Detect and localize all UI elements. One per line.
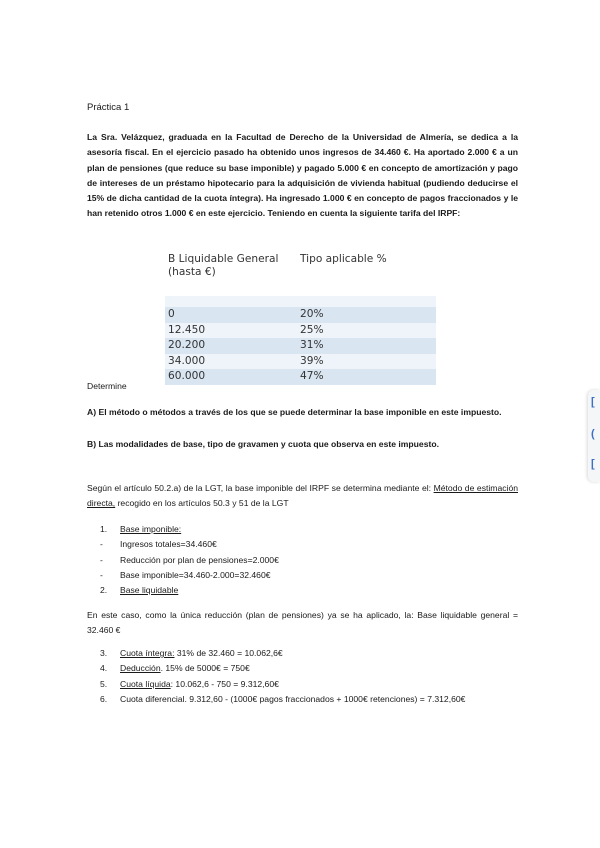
list-text: Base imponible: [120, 524, 182, 534]
table-row [165, 354, 436, 370]
table-header-row [165, 249, 436, 296]
list-item [87, 583, 279, 598]
list-text: : 10.062,6 - 750 = 9.312,60€ [170, 678, 279, 689]
row-base: 12.450 [165, 323, 297, 339]
list-text: 31% de 32.460 = 10.062,6€ [174, 648, 283, 658]
calculation-list-2 [87, 646, 465, 707]
list-label: Cuota líquida [120, 678, 171, 689]
bracket-icon[interactable]: [ [591, 458, 595, 470]
list-item [87, 568, 279, 583]
determine-heading: Determine [87, 381, 127, 391]
list-text: . 9.312,60 - (1000€ pagos fraccionados + 1000€ retenciones) = 7.312,60€ [184, 693, 466, 704]
list-text: Reducción por plan de pensiones=2.000€ [120, 554, 279, 565]
list-item [87, 661, 465, 676]
row-tipo: 25% [297, 323, 436, 339]
row-tipo: 47% [297, 369, 436, 385]
table-row [165, 323, 436, 339]
list-item [87, 553, 279, 568]
list-item [87, 677, 465, 692]
row-tipo: 31% [297, 338, 436, 354]
row-base: 0 [165, 307, 297, 323]
list-label: Cuota diferencial [120, 693, 185, 704]
header-base-liquidable: B Liquidable General (hasta €) [168, 253, 279, 278]
list-marker: 4. [100, 663, 108, 674]
list-text: Base imponible=34.460-2.000=32.460€ [120, 569, 271, 580]
side-panel-tab[interactable] [588, 390, 600, 482]
row-base: 34.000 [165, 354, 297, 370]
practice-title: Práctica 1 [87, 102, 130, 113]
list-text: . 15% de 5000€ = 750€ [160, 663, 250, 674]
row-base: 20.200 [165, 338, 297, 354]
list-marker: - [100, 554, 103, 565]
response-paragraph [87, 481, 518, 512]
list-item [87, 646, 465, 661]
row-base: 60.000 [165, 369, 297, 385]
response-suffix: recogido en los artículos 50.3 y 51 de la LGT [115, 498, 289, 509]
table-row [165, 338, 436, 354]
list-marker: 5. [100, 678, 108, 689]
question-a: A) El método o métodos a través de los que se puede determinar la base imponible en este impuesto. [87, 407, 502, 417]
list-marker: 3. [100, 648, 108, 658]
row-tipo: 20% [297, 307, 436, 323]
list-marker: - [100, 569, 103, 580]
calculation-list-1 [87, 522, 279, 598]
list-marker: - [100, 539, 103, 550]
row-tipo: 39% [297, 354, 436, 370]
list-item [87, 692, 465, 707]
list-item [87, 522, 279, 537]
response-prefix: Según el artículo 50.2.a) de la LGT, la base imponible del IRPF se determina mediante el: [87, 483, 434, 493]
list-marker: 2. [100, 585, 108, 596]
table-row [165, 369, 436, 385]
bracket-icon[interactable]: [ [591, 396, 595, 408]
list-text: Ingresos totales=34.460€ [120, 539, 217, 550]
table-spacer-row [165, 296, 436, 307]
list-item [87, 537, 279, 552]
list-label: Cuota íntegra: [120, 648, 175, 658]
list-marker: 6. [100, 693, 108, 704]
list-label: Deducción [120, 663, 161, 674]
header-tipo-aplicable: Tipo aplicable % [300, 253, 387, 265]
table-row [165, 307, 436, 323]
irpf-rate-table [165, 249, 436, 385]
list-text: Base liquidable [120, 585, 179, 596]
method-link: Método de estimación directa, [87, 483, 518, 509]
list-marker: 1. [100, 524, 108, 534]
conclusion-paragraph: En este caso, como la única reducción (plan de pensiones) ya se ha aplicado, la: Base liquidable general = 32.460 € [87, 610, 518, 636]
paren-icon[interactable]: ( [591, 428, 595, 440]
intro-paragraph: La Sra. Velázquez, graduada en la Facultad de Derecho de la Universidad de Almería, se dedica a la asesoría fiscal. En el ejercicio pasado ha obtenido unos ingresos de 34.460 €. Ha aportado 2.000 € a un plan de pensiones (que reduce su base imponible) y pagado 5.000 € en concepto de amortización y pago de intereses de un préstamo hipotecario para la adquisición de vivienda habitual (pudiendo deducirse el 15% de dicha cantidad de la cuota íntegra). Ha ingresado 1.000 € en concepto de pagos fraccionados y le han retenido otros 1.000 € en este ejercicio. Teniendo en cuenta la siguiente tarifa del IRPF: [87, 132, 518, 219]
question-b: B) Las modalidades de base, tipo de gravamen y cuota que observa en este impuesto. [87, 439, 439, 449]
